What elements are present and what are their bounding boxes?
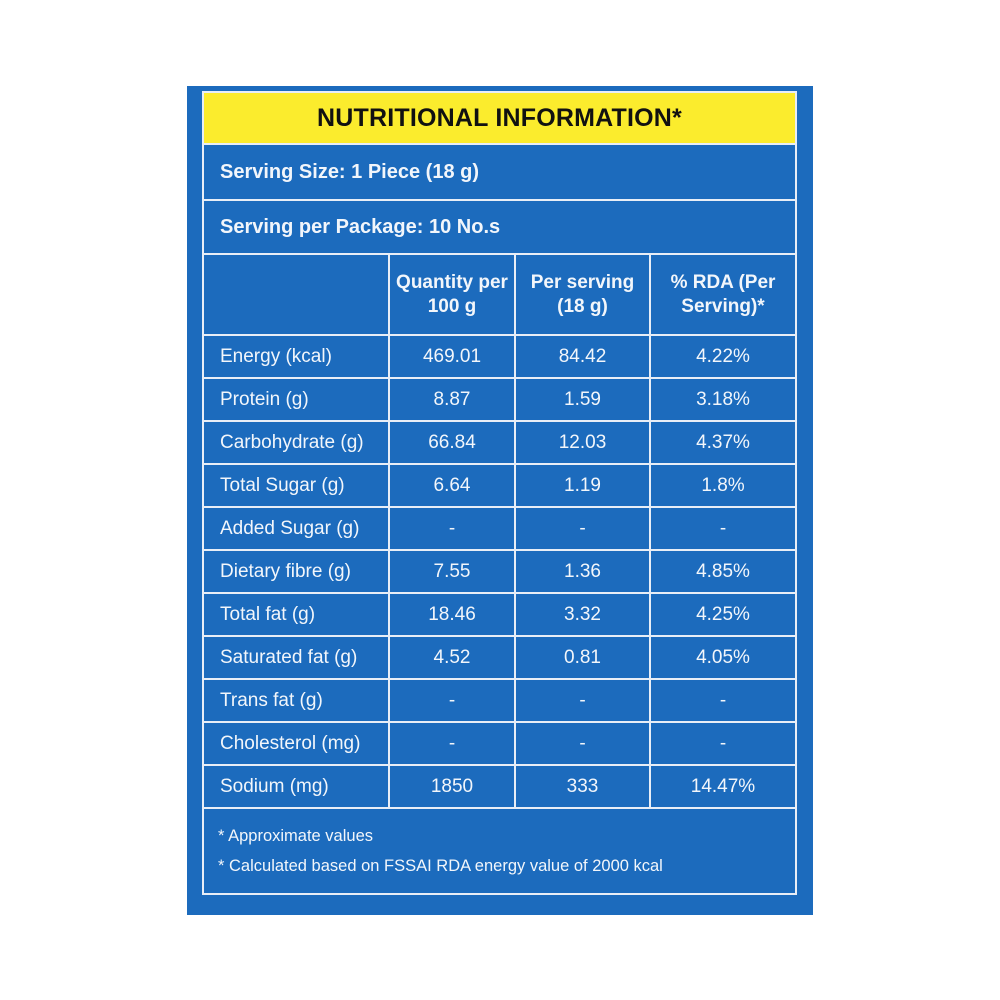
header-quantity-per-100g: Quantity per 100 g (389, 255, 515, 335)
table-row (204, 636, 795, 679)
rda-percent: - (650, 722, 795, 765)
header-rda: % RDA (Per Serving)* (650, 255, 795, 335)
table-row (204, 464, 795, 507)
nutrition-title: NUTRITIONAL INFORMATION* (204, 93, 795, 145)
rda-percent: 4.22% (650, 335, 795, 378)
nutrient-name: Protein (g) (204, 378, 389, 421)
nutrition-table-body (204, 335, 795, 808)
quantity-per-100g: - (389, 679, 515, 722)
quantity-per-100g: 6.64 (389, 464, 515, 507)
nutrient-name: Energy (kcal) (204, 335, 389, 378)
quantity-per-100g: - (389, 722, 515, 765)
quantity-per-100g: 66.84 (389, 421, 515, 464)
table-row (204, 593, 795, 636)
serving-size: Serving Size: 1 Piece (18 g) (204, 145, 795, 201)
quantity-per-100g: - (389, 507, 515, 550)
per-serving: 3.32 (515, 593, 650, 636)
quantity-per-100g: 7.55 (389, 550, 515, 593)
table-row (204, 550, 795, 593)
quantity-per-100g: 4.52 (389, 636, 515, 679)
nutrient-name: Saturated fat (g) (204, 636, 389, 679)
table-row (204, 335, 795, 378)
quantity-per-100g: 8.87 (389, 378, 515, 421)
table-row (204, 378, 795, 421)
per-serving: 1.59 (515, 378, 650, 421)
quantity-per-100g: 1850 (389, 765, 515, 808)
header-per-serving: Per serving (18 g) (515, 255, 650, 335)
per-serving: 0.81 (515, 636, 650, 679)
per-serving: - (515, 507, 650, 550)
rda-percent: 3.18% (650, 378, 795, 421)
table-header-row (204, 255, 795, 335)
per-serving: 12.03 (515, 421, 650, 464)
nutrient-name: Carbohydrate (g) (204, 421, 389, 464)
nutrient-name: Sodium (mg) (204, 765, 389, 808)
nutrient-name: Cholesterol (mg) (204, 722, 389, 765)
per-serving: 1.19 (515, 464, 650, 507)
per-serving: 84.42 (515, 335, 650, 378)
table-row (204, 679, 795, 722)
quantity-per-100g: 18.46 (389, 593, 515, 636)
quantity-per-100g: 469.01 (389, 335, 515, 378)
footnotes (204, 809, 795, 881)
rda-percent: 14.47% (650, 765, 795, 808)
footnote-approximate: * Approximate values (218, 827, 374, 845)
rda-percent: 4.85% (650, 550, 795, 593)
table-row (204, 421, 795, 464)
nutrient-name: Dietary fibre (g) (204, 550, 389, 593)
rda-percent: - (650, 507, 795, 550)
rda-percent: 4.25% (650, 593, 795, 636)
table-row (204, 722, 795, 765)
rda-percent: 1.8% (650, 464, 795, 507)
table-row (204, 507, 795, 550)
footnote-rda-basis: * Calculated based on FSSAI RDA energy value of 2000 kcal (218, 857, 663, 875)
nutrient-name: Total Sugar (g) (204, 464, 389, 507)
rda-percent: 4.37% (650, 421, 795, 464)
nutrient-name: Added Sugar (g) (204, 507, 389, 550)
rda-percent: 4.05% (650, 636, 795, 679)
header-nutrient (204, 255, 389, 335)
nutrition-panel (187, 86, 813, 915)
per-serving: - (515, 679, 650, 722)
rda-percent: - (650, 679, 795, 722)
per-serving: 333 (515, 765, 650, 808)
nutrition-label (202, 91, 797, 895)
per-serving: - (515, 722, 650, 765)
nutrient-name: Trans fat (g) (204, 679, 389, 722)
servings-per-package: Serving per Package: 10 No.s (204, 201, 795, 255)
nutrition-table (204, 255, 795, 809)
table-row (204, 765, 795, 808)
nutrient-name: Total fat (g) (204, 593, 389, 636)
per-serving: 1.36 (515, 550, 650, 593)
